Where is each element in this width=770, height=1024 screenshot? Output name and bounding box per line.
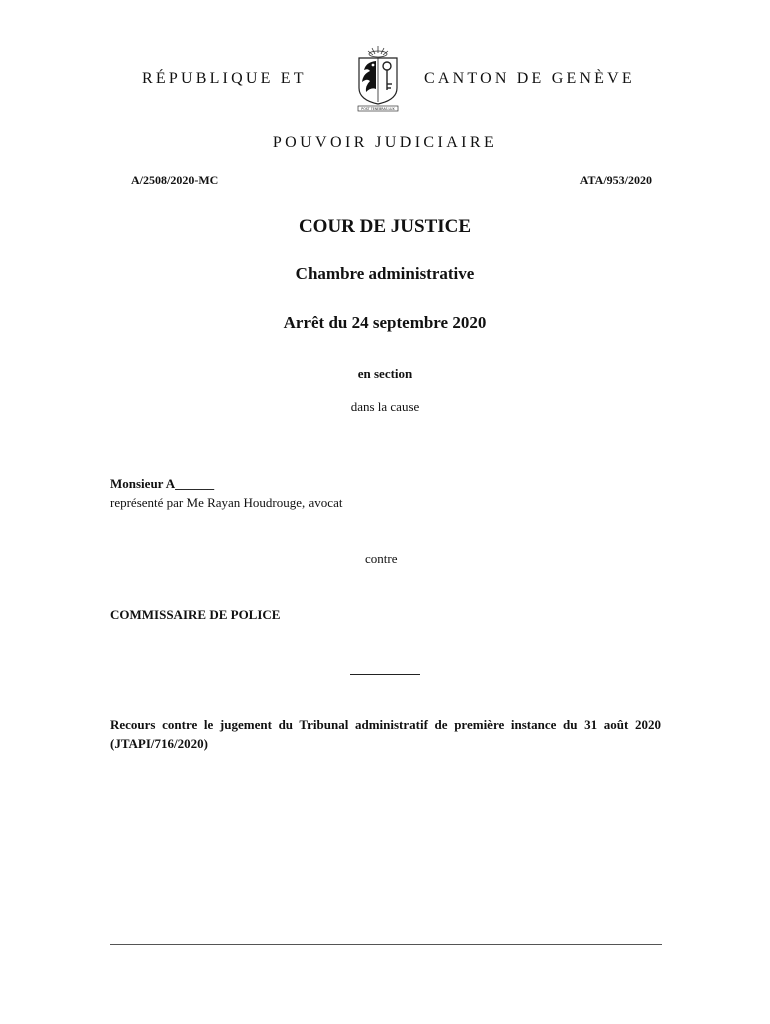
canton-label: CANTON DE GENÈVE — [424, 70, 635, 87]
appeal-subject: Recours contre le jugement du Tribunal administratif de première instance du 31 août 2020 (JTAPI/716/2020) — [110, 717, 661, 751]
decision-date: Arrêt du 24 septembre 2020 — [283, 313, 487, 332]
case-number: A/2508/2020-MC — [131, 173, 219, 187]
coat-motto: POST TENEBRAS LUX — [361, 107, 395, 111]
footer-rule — [110, 944, 662, 945]
separator-rule — [350, 674, 420, 675]
decision-number: ATA/953/2020 — [579, 173, 652, 187]
appellant-representative: représenté par Me Rayan Houdrouge, avocat — [110, 495, 343, 510]
judiciary-label: POUVOIR JUDICIAIRE — [272, 134, 498, 151]
appellant-name: Monsieur A______ — [110, 476, 215, 491]
court-title: COUR DE JUSTICE — [298, 216, 472, 237]
versus-label: contre — [365, 551, 398, 566]
cause-label: dans la cause — [350, 399, 420, 414]
geneva-coat-of-arms-icon — [352, 44, 404, 112]
chamber-title: Chambre administrative — [295, 264, 475, 283]
republic-label: RÉPUBLIQUE ET — [142, 70, 307, 87]
respondent-name: COMMISSAIRE DE POLICE — [110, 607, 281, 622]
section-label: en section — [357, 366, 413, 381]
